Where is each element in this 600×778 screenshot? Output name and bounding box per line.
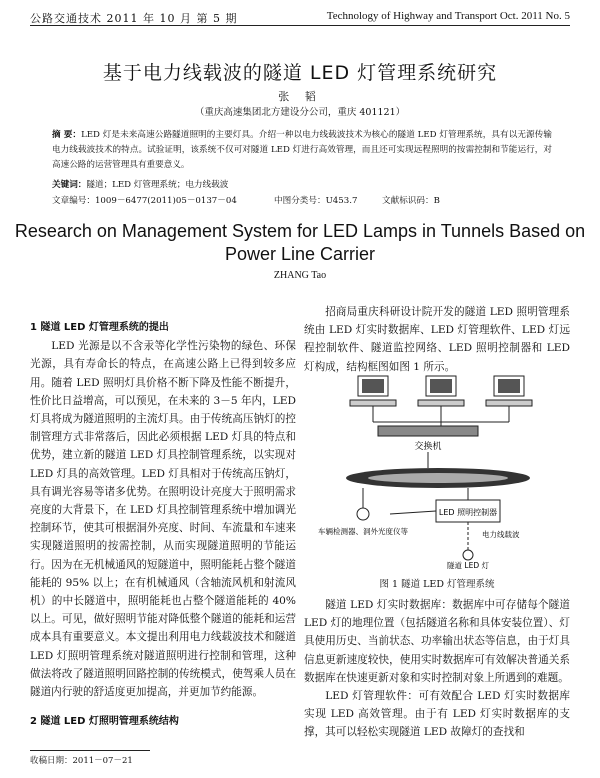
left-column xyxy=(30,319,296,731)
keywords xyxy=(52,178,552,190)
figure-caption: 图 1 隧道 LED 灯管理系统 xyxy=(379,579,495,590)
keywords-text: 隧道；LED 灯管理系统；电力线载波 xyxy=(86,180,229,190)
clc-number: 中图分类号：U453.7 xyxy=(274,196,358,206)
header-right: Technology of Highway and Transport Oct. 2011 No. 5 xyxy=(326,10,570,22)
affiliation-chinese: （重庆高速集团北方建设分公司，重庆 401121） xyxy=(194,107,406,118)
section-heading-2: 2 隧道 LED 灯照明管理系统结构 xyxy=(30,716,179,728)
carrier-label: 电力线载波 xyxy=(482,530,520,539)
abstract xyxy=(52,128,552,173)
switch-icon xyxy=(378,426,478,436)
author-english: ZHANG Tao xyxy=(273,270,327,281)
right-column-bottom xyxy=(304,596,570,742)
system-diagram xyxy=(318,354,558,569)
keywords-label: 关键词： xyxy=(52,180,87,190)
running-header xyxy=(30,9,570,26)
paragraph: 招商局重庆科研设计院开发的隧道 LED 照明管理系统由 LED 灯实时数据库、LED 灯管理软件、LED 灯远程控制软件、隧道监控网络、LED 照明控制器和 LED 灯构成，结构框图如图 1 所示。 xyxy=(304,306,570,373)
lamp-label: 隧道 LED 灯 xyxy=(447,561,489,569)
computer-icon xyxy=(350,376,396,406)
computer-icon xyxy=(486,376,532,406)
controller-label: LED 照明控制器 xyxy=(438,508,498,517)
detector-icon xyxy=(357,508,369,520)
document-code: 文献标识码：B xyxy=(382,196,440,206)
abstract-text: LED 灯是未来高速公路隧道照明的主要灯具。介绍一种以电力线载波技术为核心的隧道 LED 灯管理系统，具有以无源传输电力线载波技术的特点。试验证明，该系统不仅可对隧道 LED 灯进行高效管理，而且还可实现远程照明的按需控制和节能运行，对高速公路的运营管理具有重要意义。 xyxy=(52,130,552,170)
article-number: 文章编号：1009－6477(2011)05－0137－04 xyxy=(52,196,237,206)
paragraph: LED 光源是以不含汞等化学性污染物的绿色、环保光源，具有寿命长的特点，在高速公路上已得到较多应用。随着 LED 照明灯具价格不断下降及性能不断提升，性价比日益增高，可以预见，在未来的 3－5 年内，LED 灯具将成为隧道照明的主流灯具。由于传统高压钠灯的控制管理方式非常落后，因此必须根据 LED 灯具的特点和优势，建立新的隧道 LED 灯具控制管理系统，以实现对 LED 灯具的高效管理。LED 灯具相对于传统高压钠灯，具有调光容易等诸多优势。在照明设计亮度大于照明需求亮度的大背景下，在 LED 灯具控制管理系统中增加调光控制环节，使其可根据洞外亮度、时间、车流量和车速来实现隧道照明的按需控制，从而实现隧道照明的节能运行。因为在无机械通风的短隧道中，照明能耗占整个隧道能耗的 95% 以上；在有机械通风（含轴流风机和射流风机）的中长隧道中，照明能耗也占整个隧道能耗的 40% 以上。可见，做好照明节能对降低整个隧道的能耗和运营成本具有重要意义。本文提出利用电力线载波技术和隧道 LED 灯照明管理系统对隧道照明进行控制和管理，这种做法将改了隧道照明回路控制的传统模式，使驾乘人员在隧道内行驶的舒适度更加提高，并更加节约能源。 xyxy=(30,340,296,699)
author-chinese: 张 韬 xyxy=(278,90,322,103)
title-chinese: 基于电力线载波的隧道 LED 灯管理系统研究 xyxy=(102,62,498,84)
paragraph: LED 灯管理软件：可有效配合 LED 灯实时数据库实现 LED 高效管理。由于有 LED 灯实时数据库的支撑，其可以轻松实现隧道 LED 故障灯的查找和 xyxy=(304,690,570,739)
computer-icon xyxy=(418,376,464,406)
switch-label: 交换机 xyxy=(414,442,442,452)
abstract-label: 摘 要： xyxy=(52,130,82,140)
lamp-icon xyxy=(463,550,473,560)
paragraph: 隧道 LED 灯实时数据库：数据库中可存储每个隧道 LED 灯的地理位置（包括隧道名称和具体安装位置）、灯具使用历史、当前状态、功率输出状态等信息，由于灯具信息更新速度较快，使用实时数据库可有效解决普通关系数据库在快速更新对象和实时控制对象上所遇到的难题。 xyxy=(304,599,570,684)
title-english: Research on Management System for LED Lamps in Tunnels Based on Power Line Carrier xyxy=(14,221,586,264)
footnote-rule xyxy=(30,750,150,751)
detector-label: 车辆检测器、洞外光度仪等 xyxy=(318,527,408,536)
section-heading-1: 1 隧道 LED 灯管理系统的提出 xyxy=(30,322,169,333)
header-left: 公路交通技术 2011 年 10 月 第 5 期 xyxy=(30,12,238,25)
received-date: 收稿日期：2011－07－21 xyxy=(30,756,133,766)
